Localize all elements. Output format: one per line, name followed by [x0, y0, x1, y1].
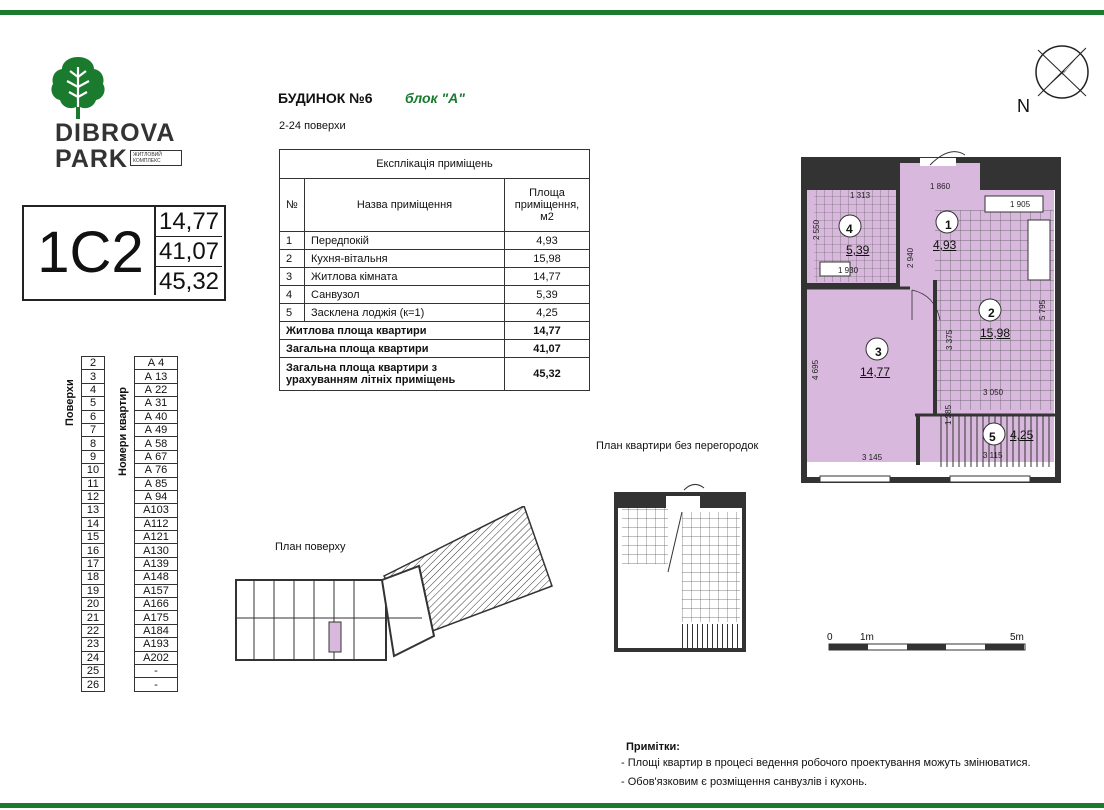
apartment-number-cell: - — [135, 664, 178, 677]
floor-overview-plan — [234, 506, 554, 664]
floor-cell: 8 — [82, 437, 105, 450]
room-area: 4,93 — [933, 238, 957, 252]
room-area: 14,77 — [860, 365, 891, 379]
apartment-areas — [154, 207, 222, 295]
floor-plan-label: План поверху — [275, 541, 346, 553]
apartment-number-cell: А 31 — [135, 397, 178, 410]
floors-range: 2-24 поверхи — [279, 120, 346, 132]
total-area: 41,07 — [505, 340, 590, 358]
apartment-number-cell: А 85 — [135, 477, 178, 490]
row-name: Житлова кімната — [305, 268, 505, 286]
total-area-value: 41,07 — [156, 237, 222, 267]
table-row — [280, 286, 590, 304]
open-plan-drawing — [610, 482, 750, 654]
apartment-numbers-table — [134, 356, 178, 692]
row-area: 4,25 — [505, 304, 590, 322]
apartment-number-cell: А 76 — [135, 464, 178, 477]
apartment-number-cell: А103 — [135, 504, 178, 517]
apartment-number-cell: А184 — [135, 624, 178, 637]
floor-cell: 24 — [82, 651, 105, 664]
floors-table — [81, 356, 105, 692]
col-num-header: № — [280, 179, 305, 232]
apartment-number-cell: А112 — [135, 517, 178, 530]
total-area: 45,32 — [505, 358, 590, 391]
floor-cell: 3 — [82, 370, 105, 383]
row-name: Передпокій — [305, 232, 505, 250]
apartment-number-cell: А 94 — [135, 490, 178, 503]
compass-icon — [1030, 40, 1094, 104]
room-area: 15,98 — [980, 326, 1011, 340]
floor-cell: 21 — [82, 611, 105, 624]
total-name: Загальна площа квартири — [280, 340, 505, 358]
dimension-label: 1 285 — [944, 404, 953, 425]
room-number: 4 — [846, 222, 853, 236]
dimension-label: 5 795 — [1038, 299, 1047, 320]
floor-cell: 19 — [82, 584, 105, 597]
oak-tree-icon — [50, 55, 106, 121]
row-name: Санвузол — [305, 286, 505, 304]
apartment-number-cell: А175 — [135, 611, 178, 624]
room-number: 5 — [989, 430, 996, 444]
floor-cell: 10 — [82, 464, 105, 477]
north-label: N — [1017, 96, 1030, 116]
apartment-number-cell: А 22 — [135, 383, 178, 396]
room-number: 1 — [945, 218, 952, 232]
scale-zero: 0 — [827, 632, 833, 643]
floor-cell: 11 — [82, 477, 105, 490]
row-num: 4 — [280, 286, 305, 304]
row-num: 5 — [280, 304, 305, 322]
dimension-label: 2 940 — [906, 247, 915, 268]
scale-1m: 1m — [860, 632, 874, 643]
apartment-number-cell: А202 — [135, 651, 178, 664]
apartment-number-cell: А166 — [135, 598, 178, 611]
logo-subtitle: ЖИТЛОВИЙ КОМПЛЕКС — [130, 150, 182, 166]
apartment-code-box — [22, 205, 226, 301]
total-row — [280, 322, 590, 340]
floor-cell: 15 — [82, 531, 105, 544]
dimension-label: 4 695 — [811, 359, 820, 380]
top-border — [0, 10, 1104, 15]
apartment-number-cell: А139 — [135, 557, 178, 570]
room-number: 2 — [988, 306, 995, 320]
row-area: 15,98 — [505, 250, 590, 268]
total-summer-area-value: 45,32 — [158, 268, 220, 295]
dimension-label: 1 860 — [930, 182, 951, 191]
building-title: БУДИНОК №6 — [278, 90, 373, 106]
bottom-border — [0, 803, 1104, 808]
apartment-number-cell: А148 — [135, 571, 178, 584]
table-row — [280, 250, 590, 268]
apartment-number-cell: А 49 — [135, 423, 178, 436]
total-row — [280, 340, 590, 358]
floor-cell: 18 — [82, 571, 105, 584]
col-area-header: Площа приміщення, м2 — [505, 179, 590, 232]
table-row — [280, 304, 590, 322]
notes-title: Примітки: — [626, 741, 680, 753]
apartment-number-cell: А193 — [135, 638, 178, 651]
apartment-number-cell: А 40 — [135, 410, 178, 423]
apartment-number-cell: А157 — [135, 584, 178, 597]
dimension-label: 2 550 — [812, 219, 821, 240]
dimension-label: 3 375 — [945, 329, 954, 350]
apartment-number-cell: А130 — [135, 544, 178, 557]
scale-bar — [828, 642, 1028, 652]
dimension-label: 3 050 — [983, 388, 1004, 397]
scale-5m: 5m — [1010, 632, 1024, 643]
floor-cell: 7 — [82, 423, 105, 436]
logo-line2: PARK — [55, 145, 128, 173]
total-name: Загальна площа квартири з урахуванням літніх приміщень — [280, 358, 505, 391]
floor-cell: 20 — [82, 598, 105, 611]
building-block: блок "А" — [405, 90, 465, 106]
dimension-label: 1 930 — [838, 266, 859, 275]
room-area: 5,39 — [846, 243, 870, 257]
dimension-label: 1 905 — [1010, 200, 1031, 209]
row-num: 2 — [280, 250, 305, 268]
floor-cell: 26 — [82, 678, 105, 691]
table-row — [280, 232, 590, 250]
row-area: 5,39 — [505, 286, 590, 304]
note-2: - Обов'язковим є розміщення санвузлів і кухонь. — [621, 776, 868, 788]
floors-label: Поверхи — [64, 379, 76, 426]
floor-cell: 2 — [82, 357, 105, 370]
note-1: - Площі квартир в процесі ведення робочого проектування можуть змінюватися. — [621, 757, 1031, 769]
row-num: 3 — [280, 268, 305, 286]
total-name: Житлова площа квартири — [280, 322, 505, 340]
room-area: 4,25 — [1010, 428, 1034, 442]
plan-no-walls-label: План квартири без перегородок — [596, 440, 759, 452]
floor-cell: 9 — [82, 450, 105, 463]
floor-cell: 17 — [82, 557, 105, 570]
total-row — [280, 358, 590, 391]
apartment-number-cell: А 13 — [135, 370, 178, 383]
apartment-number-cell: - — [135, 678, 178, 691]
row-name: Засклена лоджія (к=1) — [305, 304, 505, 322]
total-area: 14,77 — [505, 322, 590, 340]
apartments-label: Номери квартир — [117, 387, 129, 476]
row-num: 1 — [280, 232, 305, 250]
floor-cell: 14 — [82, 517, 105, 530]
apartment-code: 1С2 — [37, 220, 144, 285]
living-area-value: 14,77 — [156, 207, 222, 237]
row-area: 4,93 — [505, 232, 590, 250]
floor-cell: 12 — [82, 490, 105, 503]
floor-cell: 22 — [82, 624, 105, 637]
dimension-label: 3 145 — [862, 453, 883, 462]
apartment-number-cell: А121 — [135, 531, 178, 544]
floor-cell: 6 — [82, 410, 105, 423]
floor-cell: 25 — [82, 664, 105, 677]
apartment-number-cell: А 67 — [135, 450, 178, 463]
row-name: Кухня-вітальня — [305, 250, 505, 268]
table-row — [280, 268, 590, 286]
explication-caption: Експлікація приміщень — [280, 150, 590, 179]
floor-cell: 13 — [82, 504, 105, 517]
apartment-number-cell: А 4 — [135, 357, 178, 370]
floor-cell: 5 — [82, 397, 105, 410]
floor-cell: 23 — [82, 638, 105, 651]
row-area: 14,77 — [505, 268, 590, 286]
logo-line1: DIBROVA — [55, 119, 176, 147]
floor-cell: 16 — [82, 544, 105, 557]
explication-table — [279, 149, 590, 391]
room-number: 3 — [875, 345, 882, 359]
col-name-header: Назва приміщення — [305, 179, 505, 232]
dimension-label: 1 313 — [850, 191, 871, 200]
apartment-number-cell: А 58 — [135, 437, 178, 450]
dimension-label: 3 115 — [983, 451, 1003, 460]
floor-cell: 4 — [82, 383, 105, 396]
